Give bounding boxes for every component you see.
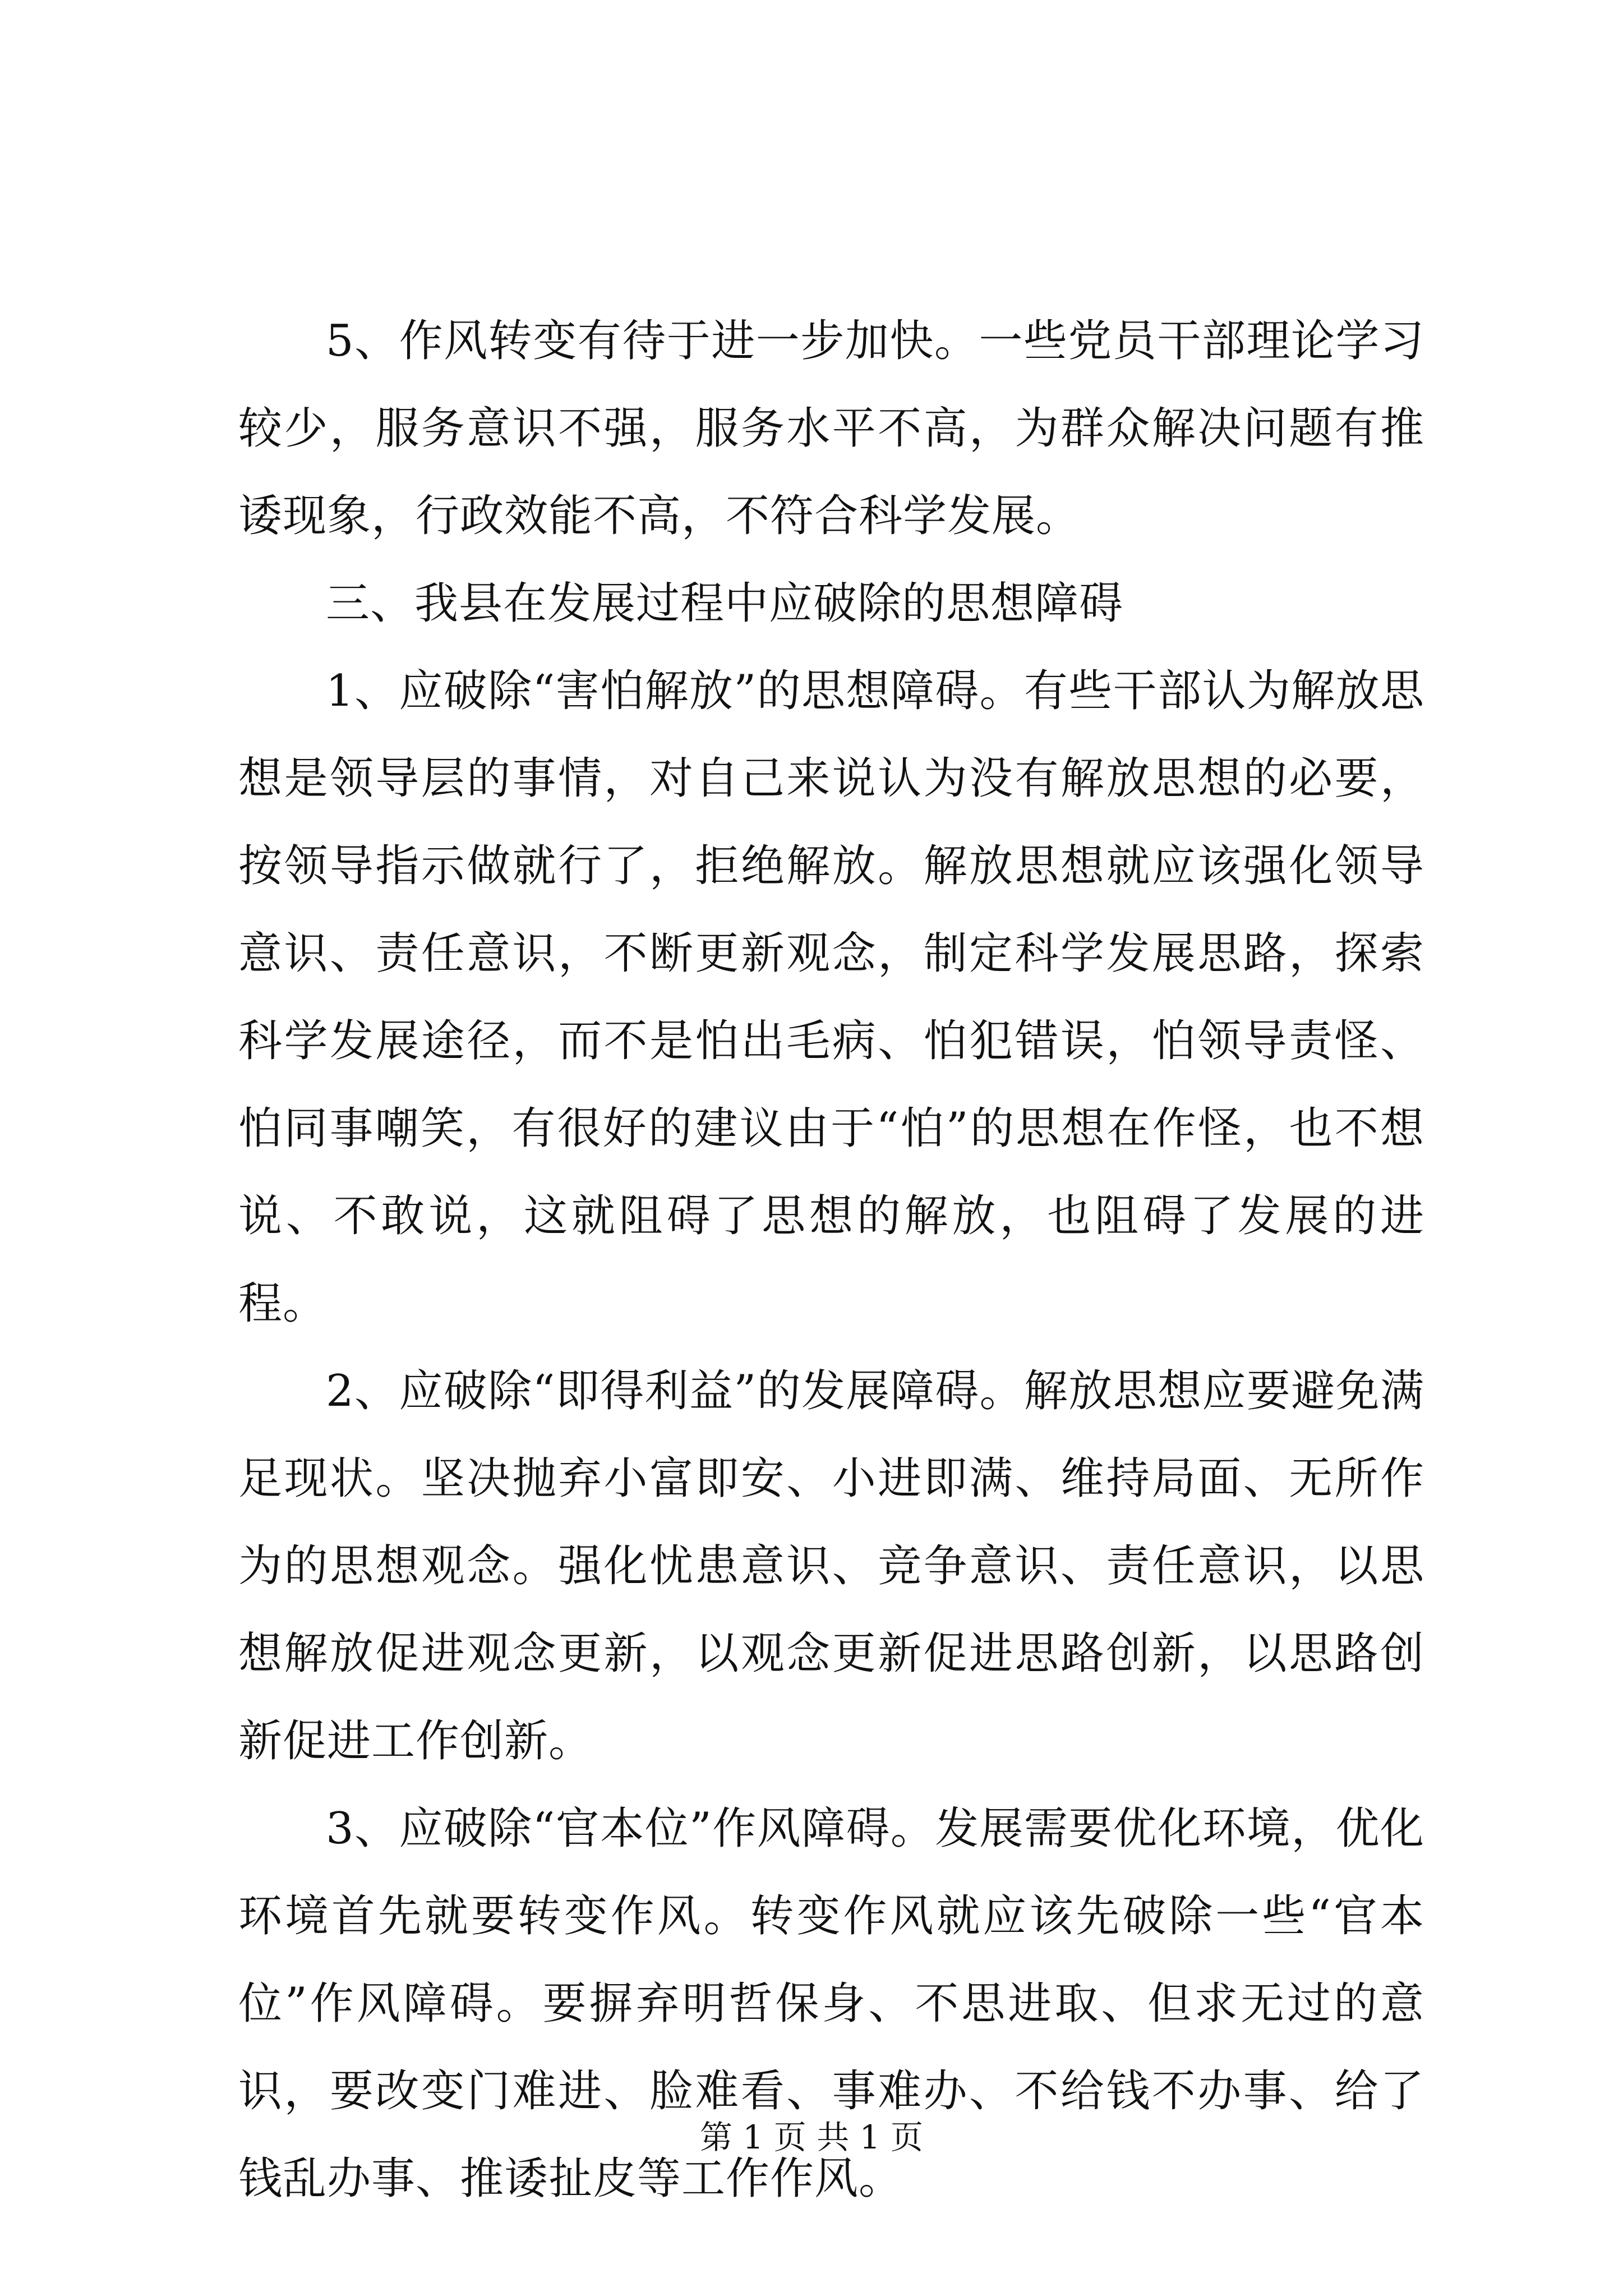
page-footer: 第 1 页 共 1 页: [700, 2118, 923, 2156]
paragraph-item-5-style-change: 5、作风转变有待于进一步加快。一些党员干部理论学习较少，服务意识不强，服务水平不高，为群众解决问题有推诿现象，行政效能不高，不符合科学发展。: [238, 316, 1424, 541]
document-body: [238, 297, 1424, 2223]
paragraph-item-3-official-standard: 3、应破除“官本位”作风障碍。发展需要优化环境，优化环境首先就要转变作风。转变作风就应该先破除一些“官本位”作风障碍。要摒弃明哲保身、不思进取、但求无过的意识，要改变门难进、脸难看、事难办、不给钱不办事、给了钱乱办事、推诿扯皮等工作作风。: [238, 1803, 1424, 2204]
section-heading-three: 三、我县在发展过程中应破除的思想障碍: [326, 578, 1124, 629]
paragraph-item-1-fear-liberation: 1、应破除“害怕解放”的思想障碍。有些干部认为解放思想是领导层的事情，对自己来说认为没有解放思想的必要，按领导指示做就行了，拒绝解放。解放思想就应该强化领导意识、责任意识，不断更新观念，制定科学发展思路，探索科学发展途径，而不是怕出毛病、怕犯错误，怕领导责怪、怕同事嘲笑，有很好的建议由于“怕”的思想在作怪，也不想说、不敢说，这就阻碍了思想的解放，也阻碍了发展的进程。: [238, 666, 1424, 1329]
paragraph-item-2-vested-interests: 2、应破除“即得利益”的发展障碍。解放思想应要避免满足现状。坚决抛弃小富即安、小进即满、维持局面、无所作为的思想观念。强化忧患意识、竞争意识、责任意识，以思想解放促进观念更新，以观念更新促进思路创新，以思路创新促进工作创新。: [238, 1366, 1424, 1766]
